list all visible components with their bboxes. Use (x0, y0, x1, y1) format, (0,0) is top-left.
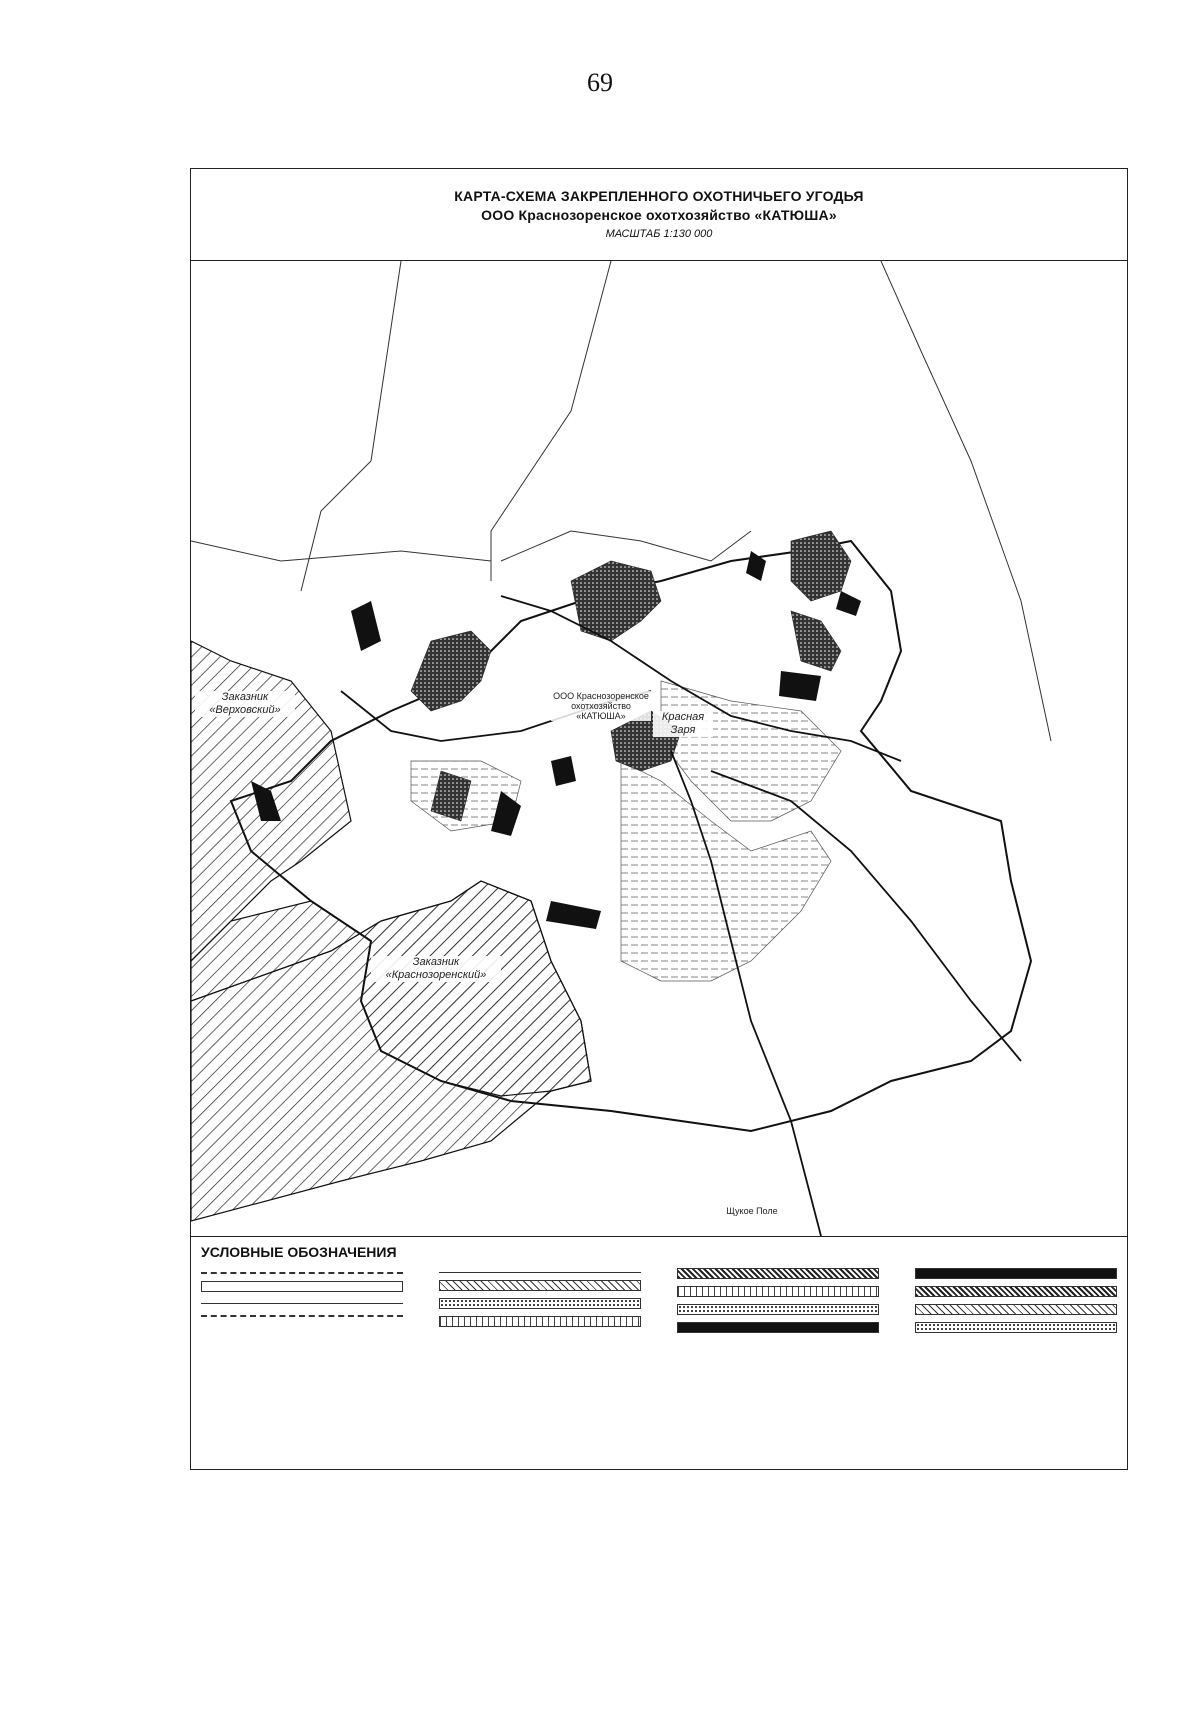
legend-columns (201, 1268, 1117, 1448)
legend-swatch (201, 1315, 403, 1317)
legend-column-habitat (677, 1268, 879, 1448)
legend-swatch (677, 1286, 879, 1297)
label-village-shchukoe-pole: Щукое Поле (717, 1206, 787, 1216)
legend-swatch (201, 1303, 403, 1304)
map-drawing (191, 261, 1127, 1236)
label-reserve-krasnozorensky: Заказник «Краснозоренский» (371, 956, 501, 982)
map-area (191, 261, 1127, 1237)
label-town-krasnaya-zarya: Красная Заря (653, 711, 713, 737)
legend-swatch (915, 1322, 1117, 1333)
legend-swatch (915, 1268, 1117, 1279)
legend-column-boundaries (201, 1268, 403, 1448)
label-reserve-verhovsky: Заказник «Верховский» (195, 691, 295, 717)
legend-column-hydrography (439, 1268, 641, 1448)
legend-swatch (439, 1280, 641, 1291)
map-sheet (190, 168, 1128, 1470)
legend-title: УСЛОВНЫЕ ОБОЗНАЧЕНИЯ (201, 1244, 397, 1260)
legend-swatch (439, 1316, 641, 1327)
page-number: 69 (587, 68, 613, 97)
label-hunting-katyusha: ООО Краснозоренское охотхозяйство «КАТЮША» (551, 691, 651, 721)
legend (191, 1236, 1127, 1469)
legend-column-forest (915, 1268, 1117, 1448)
legend-swatch (915, 1304, 1117, 1315)
legend-swatch (677, 1304, 879, 1315)
legend-swatch (915, 1286, 1117, 1297)
legend-swatch (677, 1268, 879, 1279)
legend-swatch (439, 1298, 641, 1309)
map-title: КАРТА-СХЕМА ЗАКРЕПЛЕННОГО ОХОТНИЧЬЕГО УГОДЬЯ (454, 188, 864, 204)
map-subtitle: ООО Краснозоренское охотхозяйство «КАТЮША» (481, 207, 837, 223)
legend-swatch (201, 1272, 403, 1274)
legend-swatch (201, 1281, 403, 1292)
title-block (191, 169, 1127, 261)
legend-swatch (677, 1322, 879, 1333)
map-scale: МАСШТАБ 1:130 000 (605, 228, 713, 240)
legend-swatch (439, 1272, 641, 1273)
